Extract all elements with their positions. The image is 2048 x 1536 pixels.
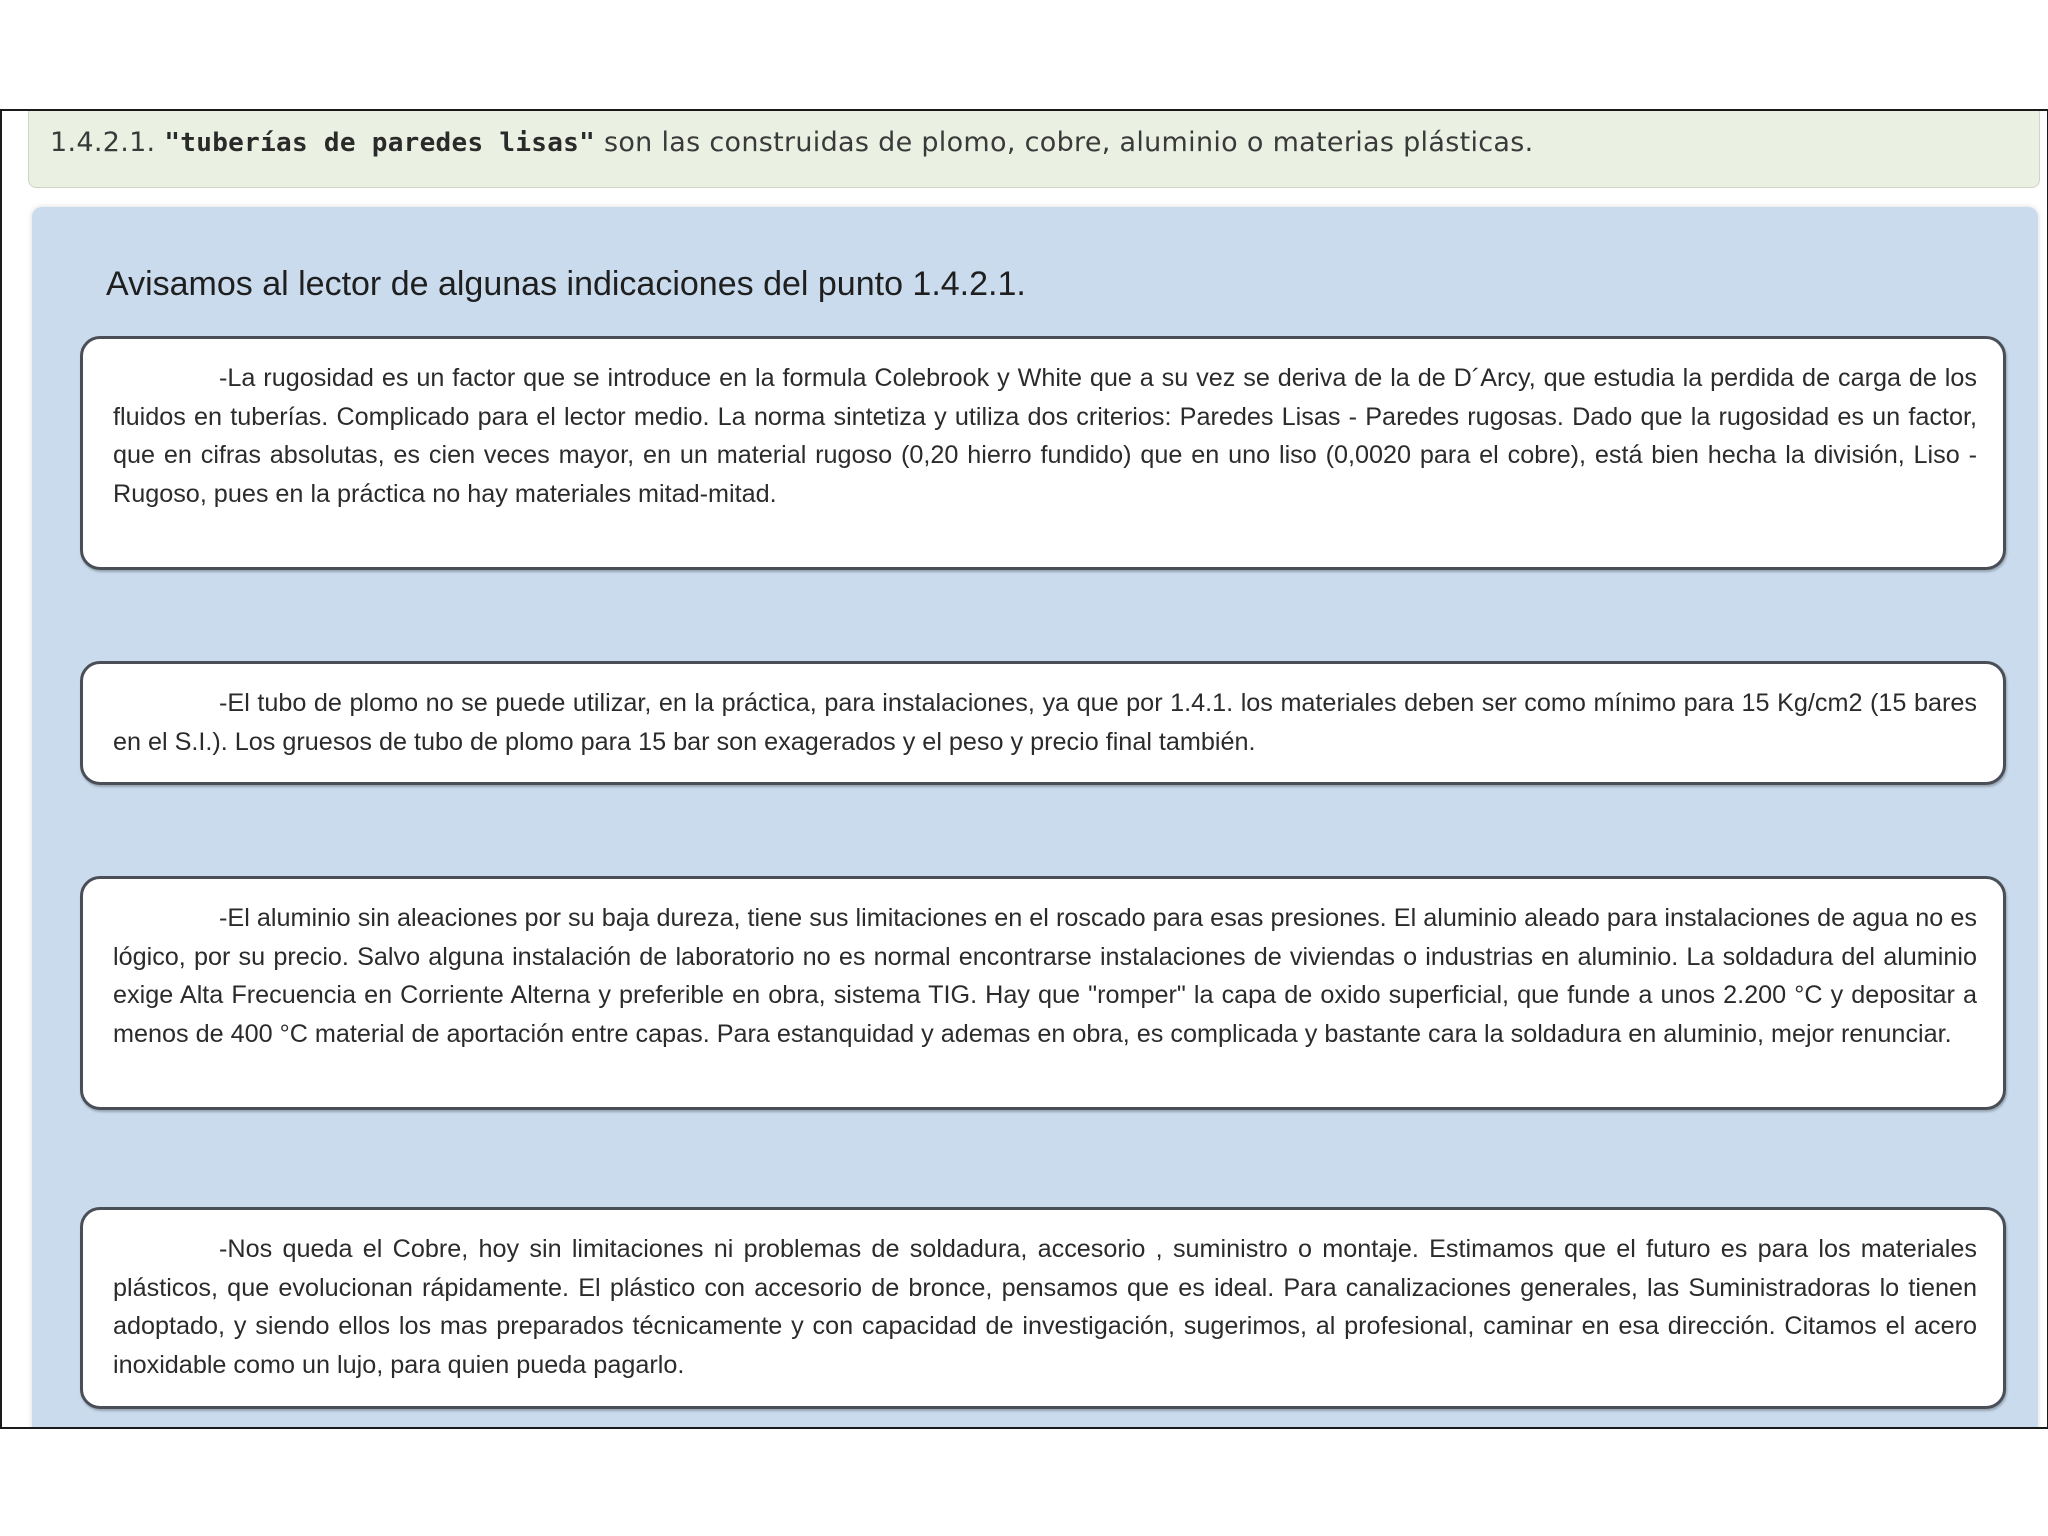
section-number: 1.4.2.1. xyxy=(50,127,156,158)
note-text: -La rugosidad es un factor que se introduce en la formula Colebrook y White que a su vez se deriva de la de D´Arcy, que estudia la perdida de carga de los fluidos en tuberías. Complicado para el lector medio. La norma sintetiza y utiliza dos criterios: Paredes Lisas - Paredes rugosas. Dado que la rugosidad es un factor, que en cifras absolutas, es cien veces mayor, en un material rugoso (0,20 hierro fundido) que en uno liso (0,0020 para el cobre), está bien hecha la división, Liso -Rugoso, pues en la práctica no hay materiales mitad-mitad. xyxy=(113,364,1977,508)
note-text: -El aluminio sin aleaciones por su baja dureza, tiene sus limitaciones en el roscado para esas presiones. El aluminio aleado para instalaciones de agua no es lógico, por su precio. Salvo alguna instalación de laboratorio no es normal encontrarse instalaciones de viviendas o industrias en aluminio. La soldadura del aluminio exige Alta Frecuencia en Corriente Alterna y preferible en obra, sistema TIG. Hay que "romper" la capa de oxido superficial, que funde a unos 2.200 °C y depositar a menos de 400 °C material de aportación entre capas. Para estanquidad y ademas en obra, es complicada y bastante cara la soldadura en aluminio, mejor renunciar. xyxy=(113,904,1977,1048)
section-term: "tuberías de paredes lisas" xyxy=(164,128,596,158)
note-text: -Nos queda el Cobre, hoy sin limitaciones ni problemas de soldadura, accesorio , suministro o montaje. Estimamos que el futuro es para los materiales plásticos, que evolucionan rápidamente. El plástico con accesorio de bronce, pensamos que es ideal. Para canalizaciones generales, las Suministradoras lo tienen adoptado, y siendo ellos los mas preparados técnicamente y con capacidad de investigación, sugerimos, al profesional, caminar en esa dirección. Citamos el acero inoxidable como un lujo, para quien pueda pagarlo. xyxy=(113,1235,1977,1379)
note-box-roughness xyxy=(80,336,2006,570)
note-text: -El tubo de plomo no se puede utilizar, en la práctica, para instalaciones, ya que por 1.4.1. los materiales deben ser como mínimo para 15 Kg/cm2 (15 bares en el S.I.). Los gruesos de tubo de plomo para 15 bar son exagerados y el peso y precio final también. xyxy=(113,689,1977,756)
note-box-copper xyxy=(80,1207,2006,1409)
note-box-lead xyxy=(80,661,2006,785)
section-description: son las construidas de plomo, cobre, aluminio o materias plásticas. xyxy=(603,127,1534,158)
panel-heading: Avisamos al lector de algunas indicaciones del punto 1.4.2.1. xyxy=(106,265,1026,303)
cropped-previous-line xyxy=(50,109,1950,115)
document-frame xyxy=(0,109,2048,1429)
note-box-aluminium xyxy=(80,876,2006,1110)
section-header-text xyxy=(50,127,1534,158)
